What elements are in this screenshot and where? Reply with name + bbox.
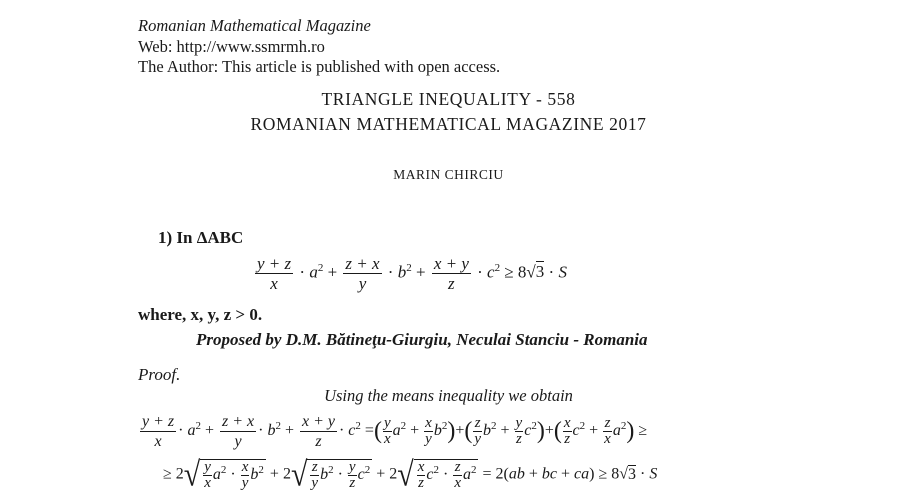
article-subtitle: ROMANIAN MATHEMATICAL MAGAZINE 2017: [250, 114, 647, 134]
problem-condition: where, x, y, z > 0.: [138, 305, 263, 324]
article-title: TRIANGLE INEQUALITY - 558: [321, 89, 576, 109]
proof-amgm-line: ≥ 2√ $\frac{y}{x}$ $a^2$ · $\frac{x}{y}$ $b^2 + 2√$ $\frac{z}{y}$ $b^2$ · $\frac{y}{z}$ $c^2 + 2√$ $\frac{x}{z}$ $c^2$ · $\frac{z}{x}$ $a^2 = 2(ab$ + bc + ca) ≥ 8√3 · S: [163, 455, 658, 494]
magazine-name: Romanian Mathematical Magazine: [138, 16, 371, 35]
proof-label: Proof.: [138, 365, 181, 384]
problem-heading: 1) In ΔABC: [158, 228, 244, 247]
proof-expansion-line: $\frac{y + z}{x}$ · $a^2$ + $\frac{z + x}{y}$ · $b^2$ + $\frac{x + y}{z}$ · $c^2$ =( $\frac{y}{x}$ $a^2$ + $\frac{x}{y}$ $b^2)+$( $\frac{z}{y}$ $b^2$ + $\frac{y}{z}$ $c^2)+$( $\frac{x}{z}$ $c^2$ + $\frac{z}{x}$ $a^2$) ≥: [142, 413, 648, 450]
proposers-line: Proposed by D.M. Bătineţu-Giurgiu, Neculai Stanciu - Romania: [196, 330, 648, 349]
website-line: Web: http://www.ssmrmh.ro: [138, 37, 325, 56]
author-name: MARIN CHIRCIU: [393, 167, 504, 182]
proof-intro: Using the means inequality we obtain: [324, 386, 573, 405]
author-access-note: The Author: This article is published with open access.: [138, 57, 501, 76]
main-inequality: $\frac{y + z}{x}$ · $a^2$ + $\frac{z + x}{y}$ · $b^2$ + $\frac{x + y}{z}$ · $c^2 \ge 8√3 \cdot S$: [257, 254, 567, 293]
